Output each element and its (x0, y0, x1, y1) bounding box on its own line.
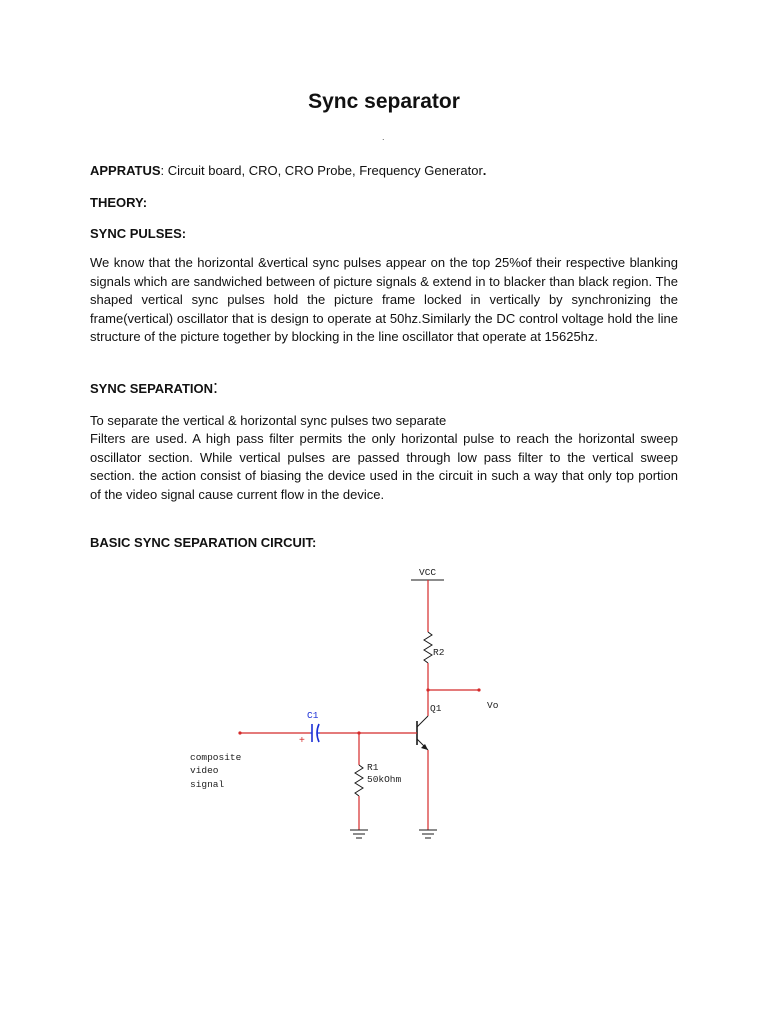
sync-separator-circuit-diagram (0, 555, 768, 855)
sync-separation-heading (90, 378, 678, 399)
q1-emitter-arrow (421, 744, 428, 750)
vcc-label: VCC (419, 567, 437, 578)
sync-separation-heading-colon: : (213, 377, 219, 397)
theory-heading: THEORY: (90, 195, 148, 210)
apparatus-end: . (482, 163, 487, 178)
q1-collector-lead (417, 716, 428, 727)
r2-label: R2 (433, 647, 445, 658)
vo-junction-node (426, 688, 429, 691)
c1-label: C1 (307, 710, 319, 721)
sync-pulses-heading: SYNC PULSES: (90, 226, 187, 241)
vo-label: Vo (487, 700, 499, 711)
r2-resistor (424, 632, 432, 663)
r1-resistor (355, 765, 363, 796)
sync-separation-line1: To separate the vertical & horizontal sync pulses two separate (90, 413, 447, 428)
r1-label: R1 (367, 762, 379, 773)
c1-plus-label: + (299, 735, 305, 746)
sync-pulses-body: We know that the horizontal &vertical sync pulses appear on the top 25%of their respective blanking signals which are sandwiched between of picture signals & extend in to blacker than black region. The shaped vertical sync pulses hold the picture frame locked in vertically by synchronizing the frame(vertical) oscillator that is design to operate at 50hz.Similarly the DC control voltage hold the line structure of the picture together by blocking in the line oscillator that operate at 15625hz. (90, 255, 678, 344)
ground-r1 (350, 830, 368, 838)
ground-emitter (419, 830, 437, 838)
vo-terminal-node (477, 688, 480, 691)
page-title: Sync separator (308, 90, 460, 113)
input-label-line-2: video (190, 765, 219, 776)
apparatus-line (90, 162, 678, 181)
stray-dot: . (382, 132, 385, 142)
sync-separation-heading-text: SYNC SEPARATION (90, 381, 214, 396)
input-label-line-3: signal (190, 779, 225, 790)
sync-separation-body: Filters are used. A high pass filter permits the only horizontal pulse to reach the horizontal sweep oscillator section. While vertical pulses are passed through low pass filter to the vertical sweep section. the action consist of biasing the device used in the circuit in such a way that only top portion of the video signal cause current flow in the device. (90, 431, 678, 502)
q1-label: Q1 (430, 703, 442, 714)
r1-value: 50kOhm (367, 774, 402, 785)
c1-capacitor (310, 724, 320, 742)
apparatus-text: : Circuit board, CRO, CRO Probe, Frequency Generator (160, 163, 483, 178)
apparatus-label: APPRATUS (90, 163, 161, 178)
circuit-heading: BASIC SYNC SEPARATION CIRCUIT: (90, 535, 317, 550)
input-label-line-1: composite (190, 752, 242, 763)
